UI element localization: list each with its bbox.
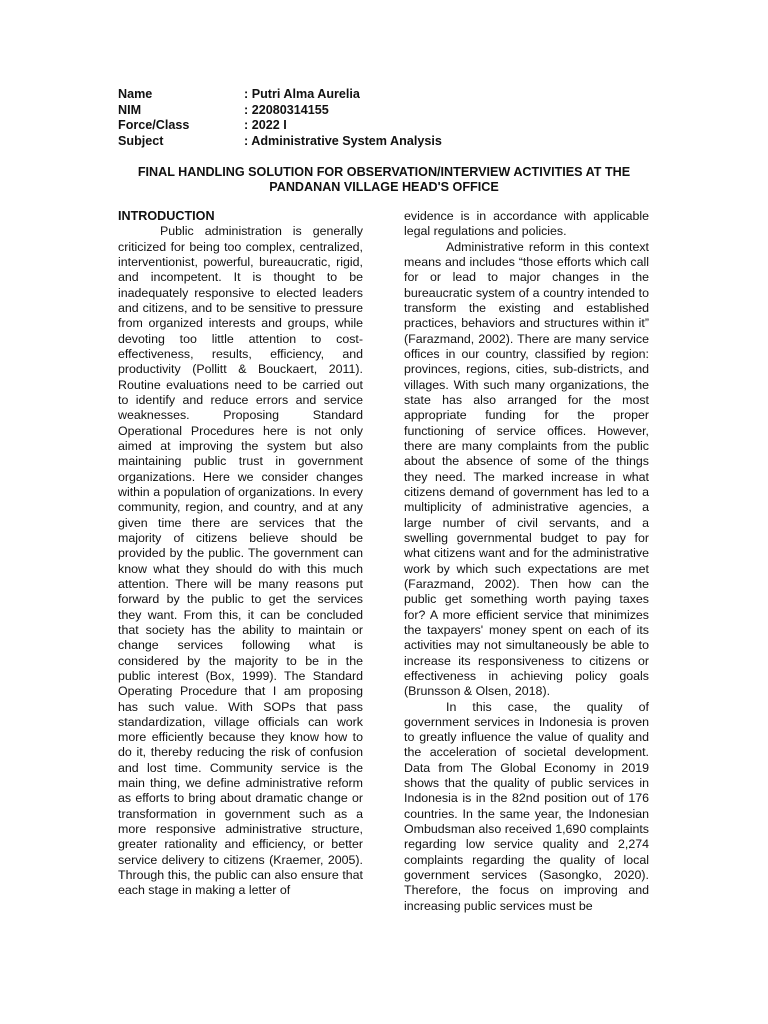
info-row-subject [118, 134, 442, 150]
info-label: NIM [118, 102, 142, 117]
paragraph: Public administration is generally criticized for being too complex, centralized, interventionist, powerful, bureaucratic, rigid, and incompetent. It is thought to be inadequately responsive to elected leaders and citizens, and to be sensitive to pressure from organized interests and groups, while devoting too little attention to cost-effectiveness, results, efficiency, and productivity (Pollitt & Bouckaert, 2011). Routine evaluations need to be carried out to identify and reduce errors and service weaknesses. Proposing Standard Operational Procedures here is not only aimed at improving the system but also maintaining public trust in government organizations. Here we consider changes within a population of organizations. In every community, region, and country, and at any given time there are services that the majority of citizens believe should be provided by the public. The government can know what they should do with this much attention. There will be many reasons put forward by the public to get the services they want. From this, it can be concluded that society has the ability to maintain or change services following what is considered by the majority to be in the public interest (Box, 1999). The Standard Operating Procedure that I am proposing has such value. With SOPs that pass standardization, village officials can work more efficiently because they know how to do it, thereby reducing the risk of confusion and lost time. Community service is the main thing, we define administrative reform as efforts to bring about dramatic change or transformation in government such as a more responsive administrative structure, greater rationality and efficiency, or better service delivery to citizens (Kraemer, 2005). Through this, the public can also ensure that each stage in making a letter of [118, 224, 363, 898]
paragraph: In this case, the quality of government services in Indonesia is proven to greatly influence the value of quality and the acceleration of societal development. Data from The Global Economy in 2019 shows that the quality of public services in Indonesia is in the 82nd position out of 176 countries. In the same year, the Indonesian Ombudsman also received 1,690 complaints regarding low service quality and 2,274 complaints regarding the quality of local government services (Sasongko, 2020). Therefore, the focus on improving and increasing public services must be [404, 699, 649, 913]
section-heading: INTRODUCTION [118, 209, 215, 223]
paragraph: evidence is in accordance with applicable legal regulations and policies. [404, 209, 649, 239]
info-row-name [118, 87, 442, 103]
info-label: Force/Class [118, 118, 190, 133]
student-info [118, 87, 442, 149]
right-column [404, 209, 649, 914]
info-value: : Putri Alma Aurelia [244, 87, 360, 101]
info-value: : Administrative System Analysis [244, 133, 442, 148]
document-title: FINAL HANDLING SOLUTION FOR OBSERVATION/INTERVIEW ACTIVITIES AT THE PANDANAN VILLAGE HEAD'S OFFICE [137, 165, 631, 195]
paragraph: Administrative reform in this context means and includes “those efforts which call for or lead to major changes in the bureaucratic system of a country intended to transform the existing and established practices, behaviors and structures within it” (Farazmand, 2002). There are many service offices in our country, classified by region: provinces, regions, cities, sub-districts, and villages. With such many organizations, the state has also arranged for the most appropriate funding for the proper functioning of service offices. However, there are many complaints from the public about the absence of some of the things they need. The marked increase in what citizens demand of government has led to a multiplicity of administrative agencies, a large number of civil servants, and a swelling governmental budget to pay for what citizens want and for the administrative work by which such expectations are met (Farazmand, 2002). Then how can the public get something worth paying taxes for? A more efficient service that minimizes the taxpayers' money spent on each of its activities may not simultaneously be able to increase its responsiveness to citizens or effectiveness in achieving policy goals (Brunsson & Olsen, 2018). [404, 239, 649, 699]
info-value: : 22080314155 [244, 102, 329, 117]
info-row-nim [118, 103, 442, 119]
info-value: : 2022 I [244, 118, 287, 133]
left-column [118, 209, 363, 899]
info-label: Subject [118, 133, 164, 148]
info-row-class [118, 118, 442, 134]
info-label: Name [118, 87, 153, 101]
